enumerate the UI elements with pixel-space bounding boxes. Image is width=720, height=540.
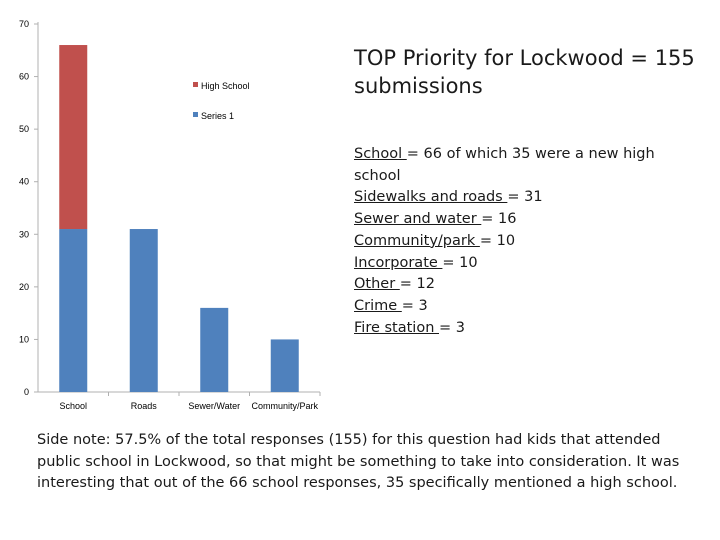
y-tick-label: 0 (23, 387, 29, 397)
summary-value: = 16 (481, 211, 517, 228)
chart-legend (193, 81, 250, 121)
chart-bars (59, 45, 299, 392)
summary-item-other (354, 274, 694, 296)
bar-school-series-1 (59, 229, 87, 392)
x-category-label: Roads (130, 401, 157, 411)
legend-label: Series 1 (201, 111, 235, 121)
summary-item-fire-station (354, 318, 694, 340)
summary-label: Sidewalks and roads (354, 189, 508, 206)
summary-item-sewer (354, 209, 694, 231)
y-tick-label: 50 (18, 124, 29, 135)
priority-summary-list (354, 144, 694, 339)
summary-item-roads (354, 187, 694, 209)
summary-value: = 31 (507, 189, 543, 206)
bar-sewer-water-series-1 (200, 308, 228, 392)
summary-label: Sewer and water (354, 211, 482, 228)
bar-community-park-series-1 (271, 339, 299, 392)
x-category-label: Sewer/Water (188, 401, 241, 411)
summary-item-crime (354, 296, 694, 318)
priority-bar-chart (0, 0, 340, 420)
summary-label: Fire station (354, 319, 439, 336)
y-tick-label: 10 (18, 334, 29, 345)
summary-label: Other (354, 276, 400, 293)
legend-swatch (193, 82, 198, 87)
summary-label: School (354, 146, 407, 162)
legend-label: High School (201, 81, 250, 91)
x-category-labels (59, 401, 318, 411)
summary-value: = 3 (439, 319, 465, 336)
summary-value: = 10 (479, 232, 516, 249)
summary-value: = 12 (399, 276, 435, 293)
slide-title: TOP Priority for Lockwood = 155 submissions (354, 46, 695, 98)
legend-swatch (193, 112, 198, 117)
summary-value: = 10 (442, 254, 478, 271)
summary-value: = 66 of which 35 were a new high school (354, 146, 655, 184)
y-tick-label: 70 (18, 19, 29, 29)
summary-item-community (354, 231, 694, 253)
x-category-label: Community/Park (251, 401, 319, 411)
summary-label: Crime (354, 297, 402, 314)
summary-value: = 3 (401, 297, 428, 314)
x-category-label: School (59, 401, 88, 411)
y-tick-label: 20 (18, 281, 29, 292)
side-note: Side note: 57.5% of the total responses (155) for this question had kids that attended public school in Lockwood, so that might be something to take into consideration. It was interesting that out of the 66 school responses, 35 specifically mentioned a high school. (37, 432, 680, 492)
y-tick-label: 30 (18, 229, 29, 240)
summary-label: Community/park (354, 232, 480, 249)
bar-roads-series-1 (130, 229, 158, 392)
y-tick-label: 60 (18, 71, 29, 82)
bar-school-high-school (59, 45, 87, 229)
summary-label: Incorporate (354, 254, 443, 271)
y-tick-labels (19, 19, 29, 397)
y-tick-label: 40 (18, 176, 29, 187)
summary-item-incorporate (354, 253, 694, 275)
summary-item-school (354, 144, 694, 187)
